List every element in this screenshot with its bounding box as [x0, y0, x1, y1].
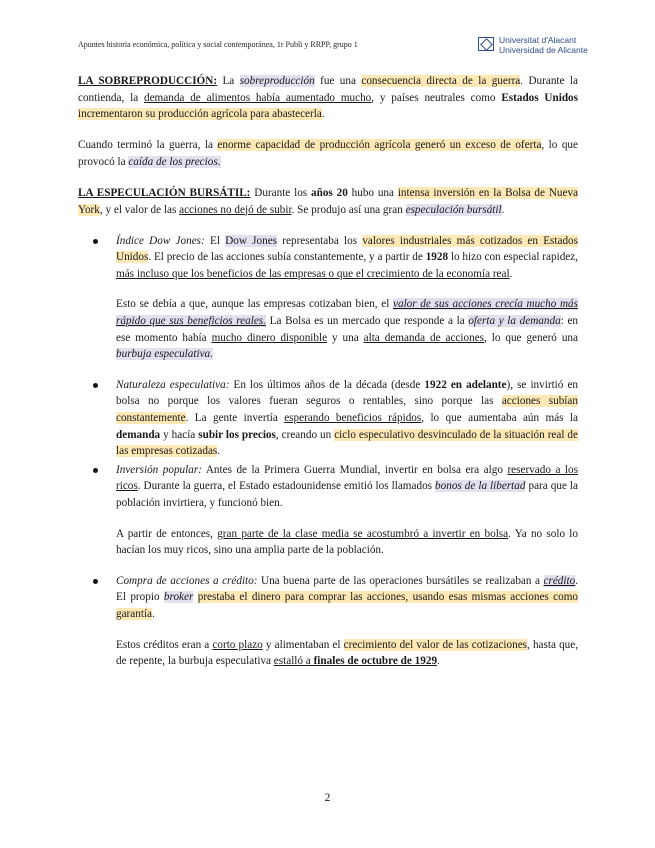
document-body	[78, 73, 578, 684]
page-number: 2	[324, 792, 331, 804]
list-item: Inversión popular: Antes de la Primera Guerra Mundial, invertir en bolsa era algo reservado a los ricos. Durante la guerra, el Estado estadounidense emitió los llamados bonos de la libertad para que la población invirtiera, y funcionó bien.	[78, 462, 578, 512]
bullet-list	[78, 573, 578, 623]
list-item: Índice Dow Jones: El Dow Jones representaba los valores industriales más cotizados en Estados Unidos. El precio de las acciones subía constantemente, y a partir de 1928 lo hizo con especial rapidez, más incluso que los beneficios de las empresas o que el crecimiento de la economía real.	[78, 233, 578, 283]
university-logo	[478, 34, 588, 56]
sub-paragraph: Estos créditos eran a corto plazo y alimentaban el crecimiento del valor de las cotizaciones, hasta que, de repente, la burbuja especulativa estalló a finales de octubre de 1929.	[116, 638, 579, 668]
bullet-list	[78, 377, 578, 512]
list-item: Compra de acciones a crédito: Una buena parte de las operaciones bursátiles se realizaban a crédito. El propio broker prestaba el dinero para comprar las acciones, usando esas mismas acciones como garantía.	[78, 573, 578, 623]
paragraph-sobreproduccion: LA SOBREPRODUCCIÓN: La sobreproducción fue una consecuencia directa de la guerra. Durante la contienda, la demanda de alimentos había aumentado mucho, y países neutrales como Estados Unidos incrementaron su producción agrícola para abastecerla.	[78, 75, 579, 121]
university-logo-icon	[478, 37, 494, 51]
paragraph-especulacion: LA ESPECULACIÓN BURSÁTIL: Durante los años 20 hubo una intensa inversión en la Bolsa de Nueva York, y el valor de las acciones no dejó de subir. Se produjo así una gran especulación bursátil.	[78, 186, 579, 216]
paragraph-caida-precios: Cuando terminó la guerra, la enorme capacidad de producción agrícola generó un exceso de oferta, lo que provocó la caída de los precios.	[78, 139, 578, 168]
logo-line-2: Universidad de Alicante	[499, 45, 588, 55]
list-item: Naturaleza especulativa: En los últimos años de la década (desde 1922 en adelante), se invirtió en bolsa no porque los valores fueran seguros o rentables, sino porque las acciones subían constantemente. La gente invertía esperando beneficios rápidos, lo que aumentaba aún más la demanda y hacía subir los precios, creando un ciclo especulativo desvinculado de la situación real de las empresas cotizadas.	[78, 377, 578, 460]
bullet-icon	[93, 239, 98, 244]
sub-paragraph: Esto se debía a que, aunque las empresas cotizaban bien, el valor de sus acciones crecía mucho más rápido que sus beneficios reales. La Bolsa es un mercado que responde a la oferta y la demanda: en ese momento había mucho dinero disponible y una alta demanda de acciones, lo que generó una burbuja especulativa.	[116, 298, 579, 361]
section-title: LA SOBREPRODUCCIÓN:	[78, 75, 218, 87]
section-title: LA ESPECULACIÓN BURSÁTIL:	[78, 186, 251, 199]
logo-line-1: Universitat d'Alacant	[499, 35, 577, 45]
sub-paragraph: A partir de entonces, gran parte de la clase media se acostumbró a invertir en bolsa. Ya no solo lo hacían los muy ricos, sino una amplia parte de la población.	[116, 527, 578, 557]
bullet-icon	[93, 468, 98, 473]
page-header: Apuntes historia económica, política y social contemporánea, 1r Publi y RRPP, grupo 1	[78, 40, 358, 49]
bullet-icon	[93, 383, 98, 388]
bullet-icon	[93, 579, 98, 584]
bullet-list	[78, 233, 578, 283]
